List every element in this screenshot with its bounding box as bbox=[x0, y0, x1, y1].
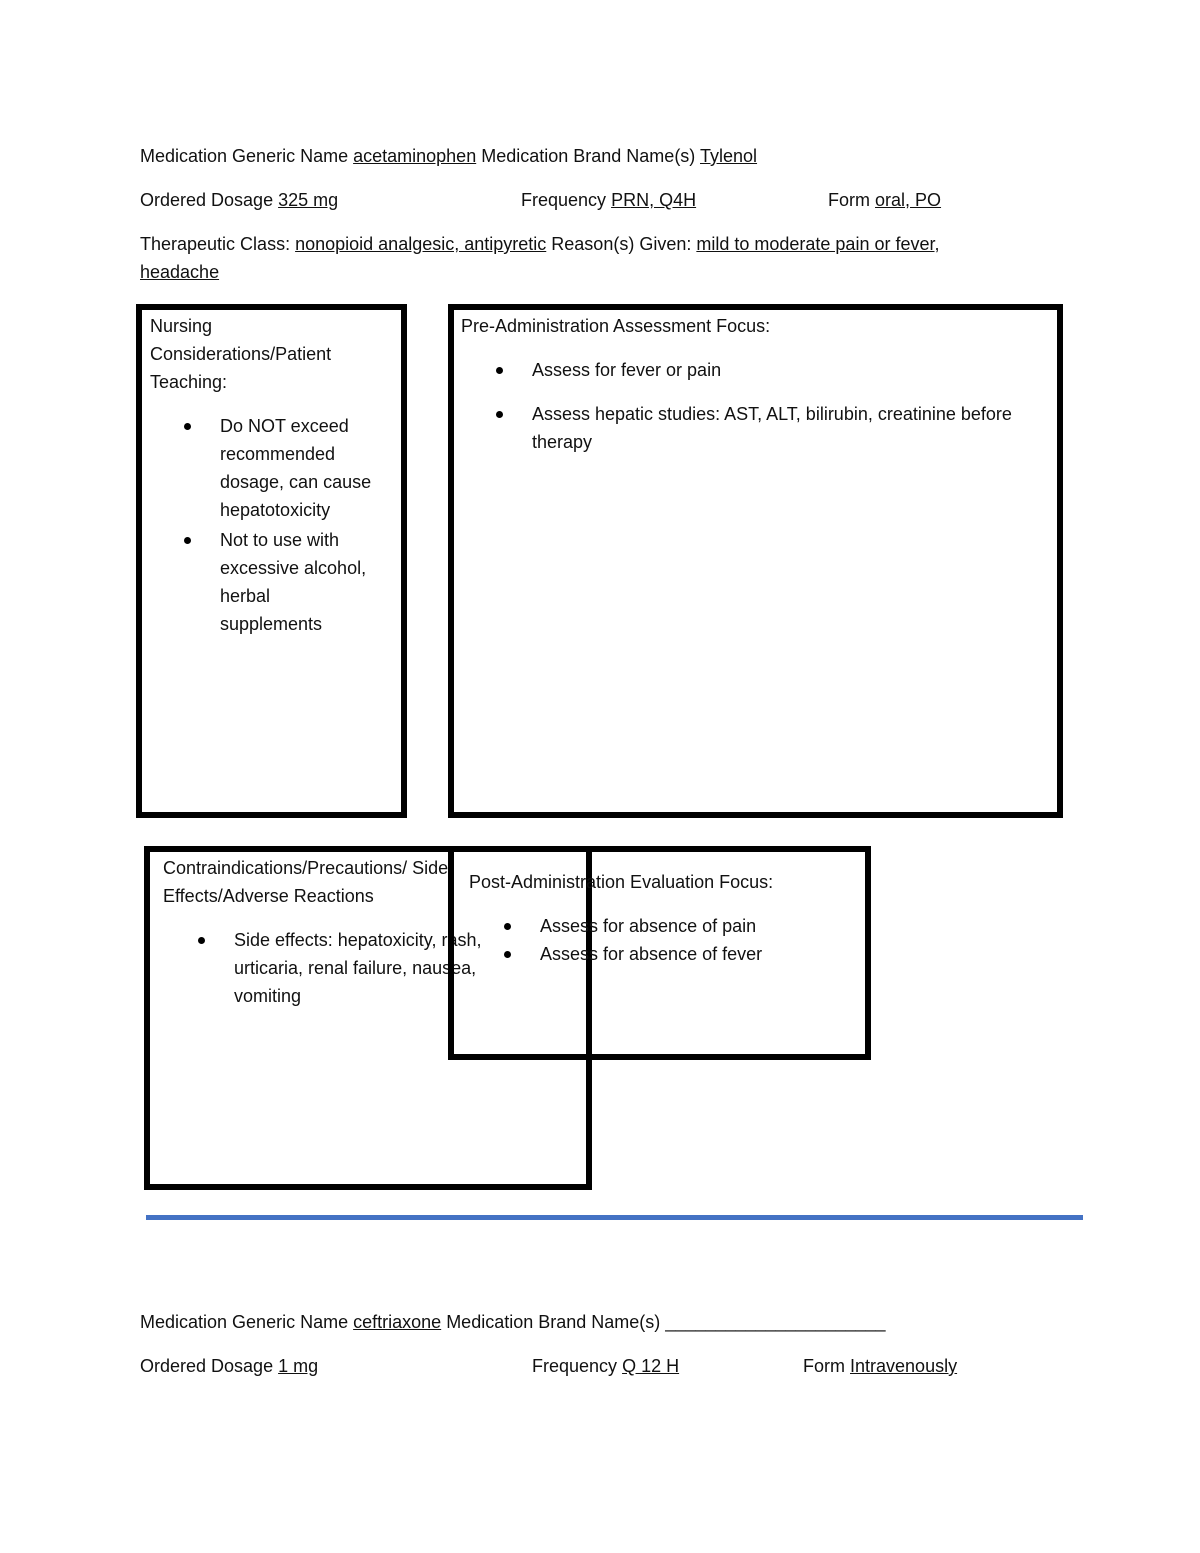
list-item bbox=[540, 940, 762, 968]
class-value: nonopioid analgesic, antipyretic bbox=[295, 234, 547, 254]
frequency-label: Frequency bbox=[532, 1356, 618, 1376]
bullet-icon bbox=[496, 367, 503, 374]
brand-name-value: Tylenol bbox=[700, 146, 758, 166]
contra-title bbox=[163, 854, 448, 910]
list-item-line: excessive alcohol, bbox=[220, 558, 367, 578]
generic-name-value: ceftriaxone bbox=[353, 1312, 442, 1332]
list-item-line: Assess for absence of fever bbox=[540, 944, 763, 964]
nursing-title-line: Teaching: bbox=[150, 372, 228, 392]
nursing-title-line: Considerations/Patient bbox=[150, 344, 332, 364]
list-item bbox=[540, 912, 762, 940]
nursing-title-line: Nursing bbox=[150, 316, 213, 336]
form-label: Form bbox=[803, 1356, 845, 1376]
med1-form-group bbox=[828, 186, 941, 214]
list-item-line: urticaria, renal failure, nausea, bbox=[234, 958, 477, 978]
bullet-icon bbox=[184, 423, 191, 430]
list-item-line: Assess for absence of pain bbox=[540, 916, 757, 936]
med2-form-group bbox=[803, 1352, 957, 1380]
med2-name-row bbox=[140, 1308, 886, 1336]
med2-frequency-group bbox=[532, 1352, 679, 1380]
dosage-value: 1 mg bbox=[278, 1356, 319, 1376]
dosage-label: Ordered Dosage bbox=[140, 190, 274, 210]
generic-name-label: Medication Generic Name bbox=[140, 146, 349, 166]
list-item bbox=[220, 526, 371, 638]
contra-title-line: Effects/Adverse Reactions bbox=[163, 886, 374, 906]
list-item-line: Assess for fever or pain bbox=[532, 360, 722, 380]
med1-dosage-group bbox=[140, 186, 338, 214]
reason-value: mild to moderate pain or fever, bbox=[696, 234, 940, 254]
reason-value-cont: headache bbox=[140, 262, 220, 282]
list-item bbox=[532, 356, 1012, 384]
list-item-line: recommended bbox=[220, 444, 336, 464]
brand-name-label: Medication Brand Name(s) bbox=[481, 146, 696, 166]
med1-reason-cont bbox=[140, 258, 219, 286]
bullet-icon bbox=[496, 411, 503, 418]
section-divider bbox=[146, 1215, 1083, 1220]
list-item-line: Assess hepatic studies: AST, ALT, bilirubin, creatinine before bbox=[532, 404, 1012, 424]
med1-name-row bbox=[140, 142, 757, 170]
form-label: Form bbox=[828, 190, 870, 210]
list-item bbox=[532, 400, 1012, 456]
generic-name-value: acetaminophen bbox=[353, 146, 477, 166]
brand-name-label: Medication Brand Name(s) bbox=[446, 1312, 661, 1332]
list-item bbox=[234, 926, 481, 1010]
pre-admin-title: Pre-Administration Assessment Focus: bbox=[461, 316, 771, 336]
class-label: Therapeutic Class: bbox=[140, 234, 291, 254]
bullet-icon bbox=[504, 923, 511, 930]
brand-name-blank: ______________________ bbox=[665, 1312, 886, 1332]
list-item-line: Do NOT exceed bbox=[220, 416, 349, 436]
list-item-line: vomiting bbox=[234, 986, 302, 1006]
pre-admin-list bbox=[532, 356, 1012, 456]
dosage-value: 325 mg bbox=[278, 190, 339, 210]
frequency-label: Frequency bbox=[521, 190, 607, 210]
reason-label: Reason(s) Given: bbox=[551, 234, 692, 254]
nursing-list bbox=[220, 412, 371, 638]
form-value: Intravenously bbox=[850, 1356, 958, 1376]
bullet-icon bbox=[198, 937, 205, 944]
list-item-line: therapy bbox=[532, 432, 593, 452]
list-item-line: herbal bbox=[220, 586, 271, 606]
nursing-title bbox=[150, 312, 331, 396]
list-item-line: Not to use with bbox=[220, 530, 340, 550]
contra-list bbox=[234, 926, 481, 1010]
list-item-line: Side effects: hepatoxicity, rash, bbox=[234, 930, 482, 950]
contra-title-line: Contraindications/Precautions/ Side bbox=[163, 858, 449, 878]
list-item bbox=[220, 412, 371, 524]
dosage-label: Ordered Dosage bbox=[140, 1356, 274, 1376]
generic-name-label: Medication Generic Name bbox=[140, 1312, 349, 1332]
med1-frequency-group bbox=[521, 186, 696, 214]
post-admin-title: Post-Administration Evaluation Focus: bbox=[469, 872, 774, 892]
frequency-value: Q 12 H bbox=[622, 1356, 680, 1376]
med2-dosage-group bbox=[140, 1352, 318, 1380]
list-item-line: hepatotoxicity bbox=[220, 500, 331, 520]
med1-class-row bbox=[140, 230, 939, 258]
form-value: oral, PO bbox=[875, 190, 942, 210]
frequency-value: PRN, Q4H bbox=[611, 190, 697, 210]
list-item-line: supplements bbox=[220, 614, 323, 634]
bullet-icon bbox=[184, 537, 191, 544]
bullet-icon bbox=[504, 951, 511, 958]
post-admin-list bbox=[540, 912, 762, 968]
list-item-line: dosage, can cause bbox=[220, 472, 372, 492]
